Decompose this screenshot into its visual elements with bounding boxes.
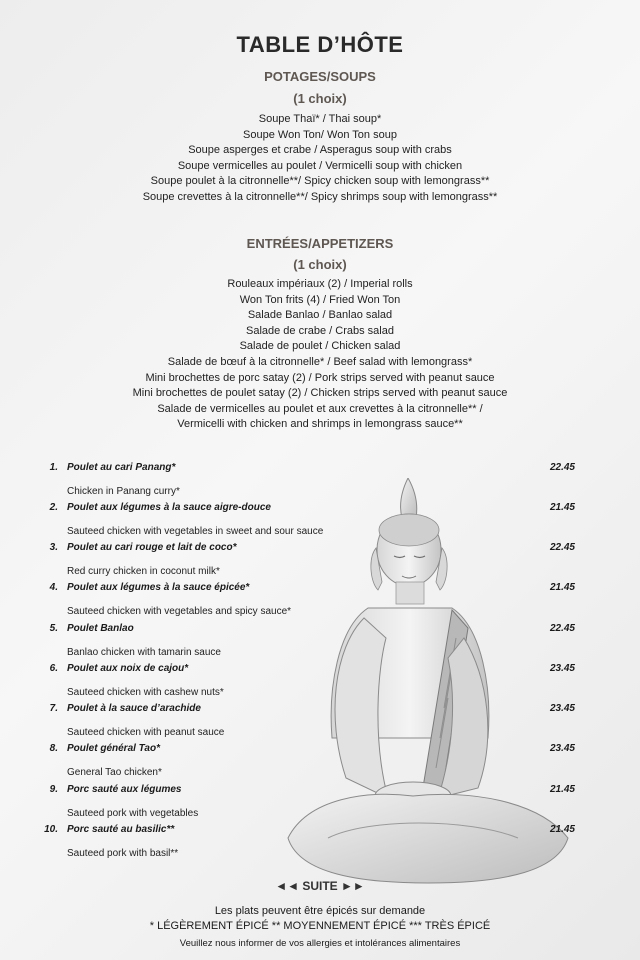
appetizers-heading: ENTRÉES/APPETIZERS bbox=[246, 236, 394, 251]
dish-number: 7. bbox=[49, 703, 58, 714]
dish-number: 1. bbox=[49, 462, 58, 473]
dish-price: 21.45 bbox=[549, 784, 575, 795]
soups-list bbox=[0, 112, 640, 206]
appetizer-item: Vermicelli with chicken and shrimps in lemongrass sauce** bbox=[177, 418, 463, 431]
dish-name-en: Sauteed chicken with cashew nuts* bbox=[67, 687, 224, 698]
dish-name-fr: Poulet général Tao* bbox=[67, 743, 160, 754]
appetizer-item: Salade de vermicelles au poulet et aux crevettes à la citronnelle** / bbox=[157, 402, 483, 415]
dish-row bbox=[0, 663, 640, 703]
appetizer-item: Salade de crabe / Crabs salad bbox=[246, 324, 394, 337]
dish-price: 22.45 bbox=[549, 462, 575, 473]
soups-choice: (1 choix) bbox=[293, 91, 347, 106]
dish-name-fr: Poulet au cari Panang* bbox=[67, 462, 176, 473]
dish-name-en: Sauteed chicken with peanut sauce bbox=[67, 727, 225, 738]
appetizers-list bbox=[0, 277, 640, 433]
dish-name-en: Sauteed pork with vegetables bbox=[67, 808, 199, 819]
appetizers-choice: (1 choix) bbox=[293, 257, 347, 272]
dish-name-en: Chicken in Panang curry* bbox=[67, 486, 180, 497]
dish-number: 3. bbox=[49, 542, 58, 553]
appetizer-item: Salade Banlao / Banlao salad bbox=[247, 309, 393, 322]
dish-price: 22.45 bbox=[549, 542, 575, 553]
footer-note: Les plats peuvent être épicés sur demande bbox=[214, 905, 426, 917]
spice-legend: * LÉGÈREMENT ÉPICÉ ** MOYENNEMENT ÉPICÉ *** TRÈS ÉPICÉ bbox=[149, 920, 491, 932]
dish-row bbox=[0, 462, 640, 502]
dish-price: 23.45 bbox=[549, 663, 575, 674]
dish-price: 23.45 bbox=[549, 743, 575, 754]
dish-row bbox=[0, 784, 640, 824]
appetizer-item: Mini brochettes de poulet satay (2) / Chicken strips served with peanut sauce bbox=[132, 387, 508, 400]
dish-name-fr: Poulet aux légumes à la sauce épicée* bbox=[67, 582, 250, 593]
soup-item: Soupe crevettes à la citronnelle**/ Spicy shrimps soup with lemongrass** bbox=[142, 190, 498, 203]
next-page-link[interactable]: ◄◄ SUITE ►► bbox=[275, 879, 365, 893]
dish-row bbox=[0, 502, 640, 542]
dish-number: 4. bbox=[49, 582, 58, 593]
dish-name-fr: Poulet au cari rouge et lait de coco* bbox=[67, 542, 237, 553]
dish-price: 22.45 bbox=[549, 623, 575, 634]
soup-item: Soupe Thaï* / Thai soup* bbox=[258, 113, 382, 125]
soup-item: Soupe poulet à la citronnelle**/ Spicy chicken soup with lemongrass** bbox=[150, 175, 490, 188]
dish-number: 10. bbox=[44, 824, 58, 835]
dish-row bbox=[0, 743, 640, 783]
dish-name-en: Red curry chicken in coconut milk* bbox=[67, 566, 220, 577]
soups-heading: POTAGES/SOUPS bbox=[264, 69, 376, 84]
appetizer-item: Mini brochettes de porc satay (2) / Pork strips served with peanut sauce bbox=[145, 371, 495, 384]
dish-name-en: Sauteed pork with basil** bbox=[67, 848, 179, 859]
allergy-note: Veuillez nous informer de vos allergies et intolérances alimentaires bbox=[179, 938, 461, 949]
appetizer-item: Salade de bœuf à la citronnelle* / Beef salad with lemongrass* bbox=[167, 355, 473, 368]
dish-price: 21.45 bbox=[549, 502, 575, 513]
dish-number: 6. bbox=[49, 663, 58, 674]
dish-row bbox=[0, 582, 640, 622]
dish-name-en: Sauteed chicken with vegetables and spicy sauce* bbox=[67, 606, 292, 617]
dish-number: 5. bbox=[49, 623, 58, 634]
dish-name-en: Banlao chicken with tamarin sauce bbox=[67, 647, 221, 658]
dish-name-en: Sauteed chicken with vegetables in sweet and sour sauce bbox=[67, 526, 324, 537]
soup-item: Soupe Won Ton/ Won Ton soup bbox=[243, 128, 397, 141]
dish-name-en: General Tao chicken* bbox=[67, 767, 162, 778]
dish-price: 21.45 bbox=[549, 582, 575, 593]
dish-row bbox=[0, 542, 640, 582]
dish-name-fr: Poulet Banlao bbox=[67, 623, 134, 634]
dish-name-fr: Poulet à la sauce d’arachide bbox=[67, 703, 201, 714]
dish-name-fr: Poulet aux légumes à la sauce aigre-douce bbox=[67, 502, 271, 513]
dish-number: 8. bbox=[49, 743, 58, 754]
dish-price: 23.45 bbox=[549, 703, 575, 714]
dish-row bbox=[0, 824, 640, 864]
dish-name-fr: Porc sauté aux légumes bbox=[67, 784, 182, 795]
appetizer-item: Salade de poulet / Chicken salad bbox=[239, 340, 401, 353]
dish-price: 21.45 bbox=[549, 824, 575, 835]
dish-name-fr: Poulet aux noix de cajou* bbox=[67, 663, 189, 674]
appetizer-item: Won Ton frits (4) / Fried Won Ton bbox=[239, 293, 401, 306]
dish-name-fr: Porc sauté au basilic** bbox=[67, 824, 175, 835]
dish-number: 9. bbox=[49, 784, 58, 795]
appetizer-item: Rouleaux impériaux (2) / Imperial rolls bbox=[227, 278, 413, 290]
soup-item: Soupe vermicelles au poulet / Vermicelli soup with chicken bbox=[177, 159, 463, 172]
dish-row bbox=[0, 623, 640, 663]
dish-number: 2. bbox=[49, 502, 58, 513]
page-title: TABLE D’HÔTE bbox=[236, 32, 404, 57]
soup-item: Soupe asperges et crabe / Asperagus soup with crabs bbox=[188, 144, 452, 157]
dish-row bbox=[0, 703, 640, 743]
